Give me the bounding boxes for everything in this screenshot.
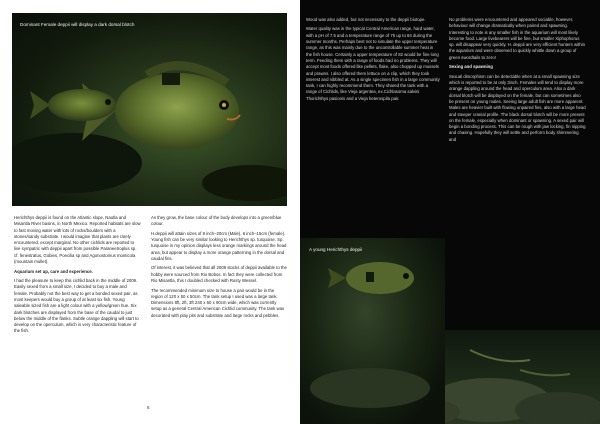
- paragraph: Water quality was in the typical Central American range, hard water, with a pH of 7.5 and a temperature range of 75 up to 84 during the summer months. Perhaps best not to simulate the upper temperature range, as this was mainly due to the uncontrollable summer heat in the fish house. Certainly a upper temperature of 82 would be fine long term. Feeding them with a range of foods had no problems. They will accept most foods offered like pellets, flake, also chopped up mussels and prawns. I also offered them lettuce on a clip, which they took interest and nibbled at. As a single specimen fish in a large community tank, I can highly recommend them. They shared the tank with a range of Cichlids, like Vieja argentea, ex.Cichlasoma salvini Thorichthys pasionis and a Vieja heterospila pair.: [306, 26, 440, 101]
- paragraph: Wood was also added, but not necessary to the deppii biotope.: [306, 17, 426, 22]
- paragraph: As they grow, the base colour of the body develops into a green/blue colour.: [151, 215, 282, 227]
- dominant-female-photo: [12, 13, 287, 206]
- young-fish-photo: [300, 238, 445, 424]
- paragraph: I had the pleasure to keep this cichlid back in the middle of 2009. Easily sexed from a small size, I decided to buy a male and female. Probably not the best way to get a bonded sexed pair, as most keepers would buy a group of at least six fish. Young saleable sized fish are a light colour with a yellow/green hue. Six dark blotches are displayed from the base of the caudal to just below the middle of the flanks. Subtle orange dappling will start to develop on the operculum, which is very characteristic feature of the fish.: [14, 278, 139, 334]
- photo-caption-top: Dominant Female deppii will display a dark dorsal blotch: [20, 22, 135, 27]
- photo-caption-mid: A young Herichthys deppii: [309, 247, 363, 252]
- paragraph: Sexual dimorphism can be detectable when at a small spawning size which is reported to be at only 3inch. Females will tend to display more orange dappling around the head and operculum area. Also a dark dorsal blotch will be displayed on the female, but can sometimes also be present on young males. Seeing large adult fish are more apparent. Males are heavier built with flowing unpaired fins, also with a large head and steeper cranial profile. The black dorsal blotch will be more present on the female, especially when dominant or spawning. A sexed pair will begin a bonding process. This can be rough with jaw locking, fin nipping and chasing. Hopefully they will settle and perform body shimmering and: [449, 73, 586, 142]
- right-column-1: [306, 17, 440, 105]
- small-fish: [30, 89, 116, 121]
- paragraph: No problems were encountered and appeared sociable, however, behaviour will change dramatically when paired and spawning. Interesting to note is any smaller fish in the aquarium will most likely become food. Large livebearers will be fine, but smaller Xiphophorus sp. will disappear very quickly. H. deppii are very efficient hunters within the aquarium and were observed to quickly whittle down a group of green swordtails to zero!: [449, 17, 585, 60]
- page-number: 6: [147, 405, 150, 410]
- paragraph: H.deppii will attain sizes of 8 inch–20cm (Male), 6 inch–15cm (female). Young fish can be very similar looking to Herichthys sp. turquoise. Sp. turquoise in my opinion displays less orange markings around the head area, but appear to display a more orange patterning in the dorsal and caudal fins.: [151, 230, 287, 261]
- paragraph: Herichthys deppii is found on the Atlantic slope, Nautla and Misantla River basins, in North Mexico. Reported habitats are slow to fast moving water with lots of rocks/boulders with a stones/sandy substrate. I would imagine that plants are rarely encountered, except marginal. No other cichlids are reported to live sympatric with deppii apart from possible Paraneetroplus sp. cf. fenestratus, Gobies, Poecilia sp and Agonostomus monticola (mountain mullet).: [14, 215, 141, 265]
- young-fish-illustration: [300, 238, 445, 424]
- paragraph: Of interest, it was believed that all 2009 stocks of deppii available to the hobby were sourced from Rio Bobos. In fact they were collected from Rio Misantla, this I doubled checked with Rusty Wessel.: [151, 265, 287, 284]
- fish-illustration: [12, 13, 287, 206]
- right-column-2: [449, 17, 586, 146]
- section-heading: Aquarium set up, care and experience.: [14, 268, 93, 274]
- left-column-2: [151, 215, 287, 322]
- paragraph: The recommended minimum size to house a pair would be in the region of 120 x 50 x 50cm. The tank setup I used was a large tank. Dimensions 8ft, 2ft, 3ft 240 x 60 x 90cm wide, which was currently setup as a general Central American Cichlid community. The tank was decorated with play pits and substrate and large rocks and pebbles.: [151, 287, 285, 318]
- left-column-1: [14, 215, 141, 338]
- section-heading: Sexing and spawning: [449, 64, 493, 70]
